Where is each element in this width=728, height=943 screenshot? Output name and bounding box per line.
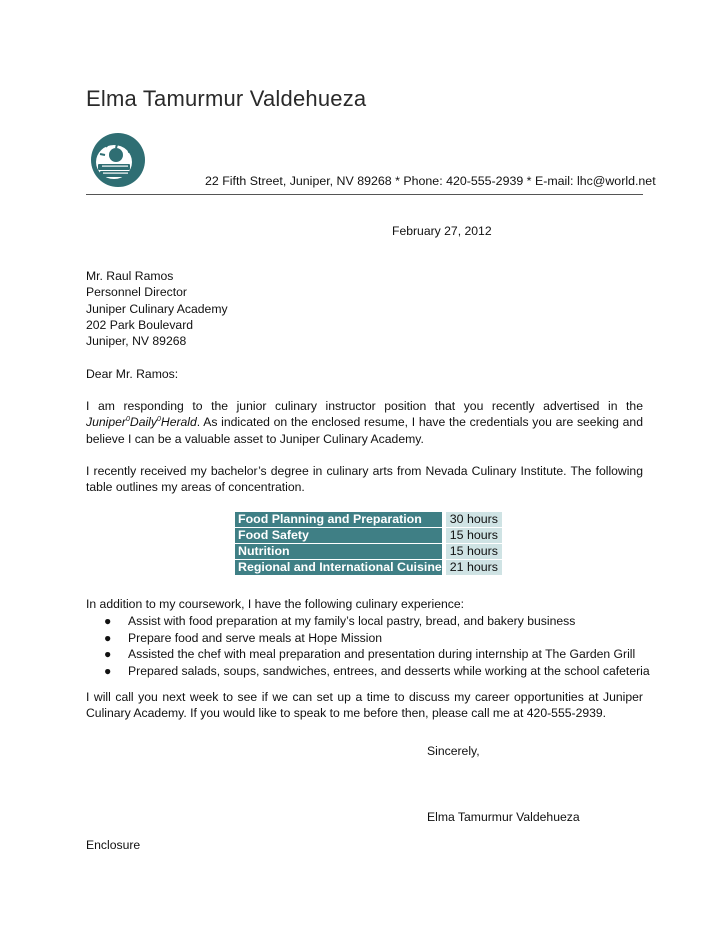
header-divider [86,194,643,195]
bullet-icon: ● [104,630,112,645]
bullet-icon: ● [104,647,112,662]
paragraph-education: I recently received my bachelor’s degree in culinary arts from Nevada Culinary Institute. The following table outlines my areas of concentration. [86,464,643,495]
enclosure-note: Enclosure [86,838,141,852]
list-item: ● Prepare food and serve meals at Hope Mission [104,630,383,645]
contact-info: 22 Fifth Street, Juniper, NV 89268 * Phone: 420-555-2939 * E-mail: lhc@world.net [205,174,656,188]
recipient-company: Juniper Culinary Academy [86,301,228,316]
recipient-name: Mr. Raul Ramos [86,269,174,283]
subject-cell: Nutrition [235,544,442,559]
table-row [235,544,502,559]
paragraph-followup: I will call you next week to see if we can set up a time to discuss my career opportunities at Juniper Culinary Academy. If you would like to speak to me before then, please call me at 420-555-2939. [86,690,643,721]
subject-cell: Food Safety [235,528,442,543]
salutation: Dear Mr. Ramos: [86,366,179,381]
experience-list [86,613,650,680]
list-item: ● Prepared salads, soups, sandwiches, entrees, and desserts while working at the school cafeteria [104,664,650,679]
bullet-icon: ● [104,664,112,679]
table-row [235,560,502,575]
recipient-title: Personnel Director [86,285,187,300]
closing: Sincerely, [427,744,480,758]
subject-cell: Food Planning and Preparation [235,512,442,527]
table-row [235,528,502,543]
hours-cell: 30 hours [446,512,502,527]
letter-date: February 27, 2012 [392,224,492,238]
concentration-table [235,511,502,576]
hours-cell: 15 hours [446,544,502,559]
hours-cell: 15 hours [446,528,502,543]
recipient-city: Juniper, NV 89268 [86,334,187,349]
letterhead-name: Elma Tamurmur Valdehueza [86,86,367,111]
hours-cell: 21 hours [446,560,502,575]
experience-intro: In addition to my coursework, I have the following culinary experience: [86,597,465,611]
list-item: ● Assisted the chef with meal preparation and presentation during internship at The Garden Grill [104,647,636,662]
recipient-address [86,268,228,382]
recipient-street: 202 Park Boulevard [86,317,194,332]
signer-name: Elma Tamurmur Valdehueza [427,810,580,824]
paragraph-intro: I am responding to the junior culinary instructor position that you recently advertised in the Juniper$^0$Daily$^0$Herald. As indicated on the enclosed resume, I have the credentials you are seeking and believe I can be a valuable asset to Juniper Culinary Academy. [86,399,643,446]
list-item: ● Assist with food preparation at my family’s local pastry, bread, and bakery business [104,614,576,628]
bullet-icon: ● [104,614,112,628]
table-row [235,512,502,527]
subject-cell: Regional and International Cuisine [235,560,442,575]
publication-name: Juniper$^0$Daily$^0$Herald [86,415,197,430]
books-and-apple-icon [90,128,146,188]
